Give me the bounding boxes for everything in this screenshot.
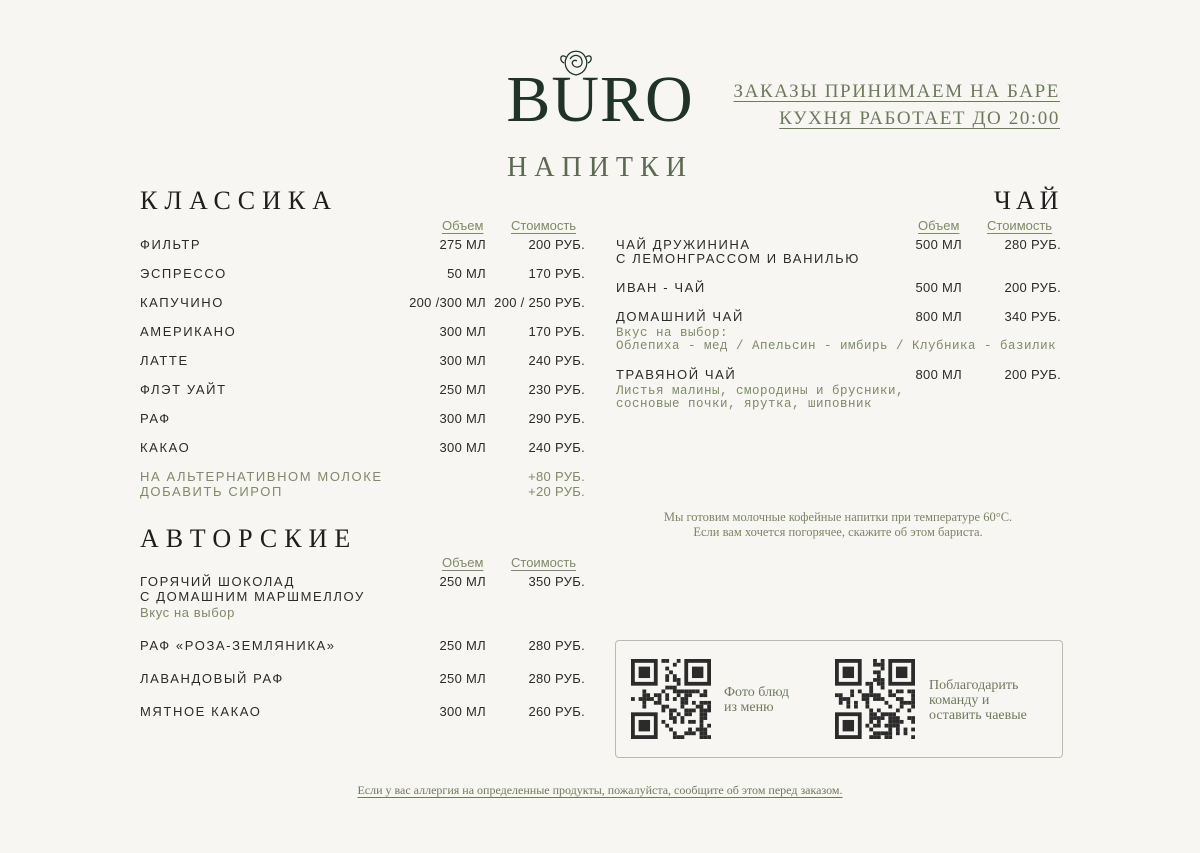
- item-volume: 300 МЛ: [439, 411, 486, 426]
- section-title-tea: ЧАЙ: [994, 186, 1064, 215]
- extra-name: НА АЛЬТЕРНАТИВНОМ МОЛОКЕ: [140, 469, 383, 484]
- item-volume: 200 /300 МЛ: [409, 295, 486, 310]
- item-price: 230 РУБ.: [528, 382, 585, 397]
- extra-name: ДОБАВИТЬ СИРОП: [140, 484, 283, 499]
- menu-item: [140, 440, 585, 455]
- menu-item: [140, 382, 585, 397]
- menu-item: [140, 266, 585, 281]
- menu-item: [140, 411, 585, 426]
- item-price: 200 РУБ.: [528, 237, 585, 252]
- item-price: 280 РУБ.: [1004, 237, 1061, 252]
- item-price: 240 РУБ.: [528, 440, 585, 455]
- extra-price: +20 РУБ.: [528, 484, 585, 499]
- menu-extra-row: [140, 469, 585, 484]
- item-name-line2: С ЛЕМОНГРАССОМ И ВАНИЛЬЮ: [616, 251, 860, 266]
- item-name: ЛАВАНДОВЫЙ РАФ: [140, 671, 284, 686]
- item-volume: 250 МЛ: [439, 638, 486, 653]
- item-name-line2: С ДОМАШНИМ МАРШМЕЛЛОУ: [140, 589, 365, 604]
- page-title: НАПИТКИ: [507, 152, 693, 183]
- qr-photos-caption: [724, 685, 789, 715]
- menu-item: [140, 237, 585, 252]
- menu-item: [140, 295, 585, 310]
- item-volume: 500 МЛ: [915, 280, 962, 295]
- item-name: ФИЛЬТР: [140, 237, 202, 252]
- item-volume: 300 МЛ: [439, 353, 486, 368]
- column-header-price: Стоимость: [511, 555, 577, 570]
- allergy-notice: Если у вас аллергия на определенные продукты, пожалуйста, сообщите об этом перед заказом.: [357, 783, 843, 797]
- item-price: 350 РУБ.: [528, 574, 585, 589]
- item-volume: 300 МЛ: [439, 704, 486, 719]
- menu-item-tea: [616, 367, 1061, 412]
- item-note-line2: Облепиха - мед / Апельсин - имбирь / Клубника - базилик: [616, 339, 1057, 353]
- temperature-note-line2: Если вам хочется погорячее, скажите об этом бариста.: [693, 525, 983, 539]
- kitchen-hours-notice: КУХНЯ РАБОТАЕТ ДО 20:00: [779, 108, 1060, 129]
- item-price: 240 РУБ.: [528, 353, 585, 368]
- temperature-note-line1: Мы готовим молочные кофейные напитки при температуре 60°С.: [663, 510, 1013, 524]
- item-volume: 275 МЛ: [439, 237, 486, 252]
- orders-notice: ЗАКАЗЫ ПРИНИМАЕМ НА БАРЕ: [733, 81, 1060, 102]
- item-volume: 800 МЛ: [915, 367, 962, 382]
- item-name: КАПУЧИНО: [140, 295, 225, 310]
- section-title-signature: АВТОРСКИЕ: [140, 524, 358, 553]
- column-header-volume: Объем: [918, 218, 960, 233]
- item-volume: 250 МЛ: [439, 671, 486, 686]
- item-note: Листья малины, смородины и брусники,: [616, 384, 905, 398]
- item-volume: 50 МЛ: [447, 266, 486, 281]
- item-name: РАФ: [140, 411, 171, 426]
- item-name: АМЕРИКАНО: [140, 324, 237, 339]
- menu-item-hot-chocolate: [140, 574, 585, 622]
- item-price: 200 / 250 РУБ.: [494, 295, 585, 310]
- item-volume: 300 МЛ: [439, 440, 486, 455]
- brand-name: BURO: [506, 63, 694, 136]
- menu-item: [140, 671, 585, 686]
- brand-logo: [500, 45, 700, 135]
- qr-tips-caption-line2: команду и: [929, 693, 990, 708]
- item-name: ФЛЭТ УАЙТ: [140, 382, 227, 397]
- item-name: МЯТНОЕ КАКАО: [140, 704, 262, 719]
- qr-photos-caption-line2: из меню: [724, 700, 774, 715]
- item-volume: 250 МЛ: [439, 574, 486, 589]
- qr-code-tips[interactable]: [835, 659, 915, 739]
- item-price: 260 РУБ.: [528, 704, 585, 719]
- menu-item: [140, 324, 585, 339]
- item-volume: 300 МЛ: [439, 324, 486, 339]
- column-header-volume: Объем: [442, 555, 484, 570]
- item-name: ИВАН - ЧАЙ: [616, 280, 706, 295]
- item-price: 340 РУБ.: [1004, 309, 1061, 324]
- qr-tips-caption-line3: оставить чаевые: [929, 708, 1027, 723]
- item-price: 170 РУБ.: [528, 324, 585, 339]
- item-volume: 500 МЛ: [915, 237, 962, 252]
- item-note: Вкус на выбор:: [616, 326, 729, 340]
- item-name: ТРАВЯНОЙ ЧАЙ: [616, 367, 737, 382]
- item-volume: 250 МЛ: [439, 382, 486, 397]
- item-price: 170 РУБ.: [528, 266, 585, 281]
- item-name: РАФ «РОЗА-ЗЕМЛЯНИКА»: [140, 638, 336, 653]
- item-price: 200 РУБ.: [1004, 367, 1061, 382]
- item-name: ЧАЙ ДРУЖИНИНА: [616, 237, 751, 252]
- menu-item-tea: [616, 280, 1061, 295]
- item-note: Вкус на выбор: [140, 605, 235, 620]
- menu-item: [140, 638, 585, 653]
- temperature-note: [615, 510, 1061, 540]
- menu-item: [140, 353, 585, 368]
- item-price: 200 РУБ.: [1004, 280, 1061, 295]
- menu-item-tea: [616, 237, 1061, 267]
- item-name: КАКАО: [140, 440, 191, 455]
- qr-photos-caption-line1: Фото блюд: [724, 685, 789, 700]
- item-price: 280 РУБ.: [528, 638, 585, 653]
- item-price: 280 РУБ.: [528, 671, 585, 686]
- menu-extra-row: [140, 484, 585, 499]
- section-title-classic: КЛАССИКА: [140, 186, 339, 215]
- item-price: 290 РУБ.: [528, 411, 585, 426]
- menu-item-tea: [616, 309, 1061, 354]
- item-name: ГОРЯЧИЙ ШОКОЛАД: [140, 574, 296, 589]
- qr-tips-caption: [929, 678, 1027, 723]
- qr-codes-panel: [615, 640, 1063, 758]
- item-name: ЛАТТЕ: [140, 353, 189, 368]
- item-name: ЭСПРЕССО: [140, 266, 227, 281]
- column-header-price: Стоимость: [987, 218, 1053, 233]
- qr-code-photos[interactable]: [631, 659, 711, 739]
- extra-price: +80 РУБ.: [528, 469, 585, 484]
- column-header-volume: Объем: [442, 218, 484, 233]
- item-name: ДОМАШНИЙ ЧАЙ: [616, 309, 744, 324]
- item-volume: 800 МЛ: [915, 309, 962, 324]
- menu-item: [140, 704, 585, 719]
- item-note-line2: сосновые почки, ярутка, шиповник: [616, 397, 873, 411]
- column-header-price: Стоимость: [511, 218, 577, 233]
- qr-tips-caption-line1: Поблагодарить: [929, 678, 1019, 693]
